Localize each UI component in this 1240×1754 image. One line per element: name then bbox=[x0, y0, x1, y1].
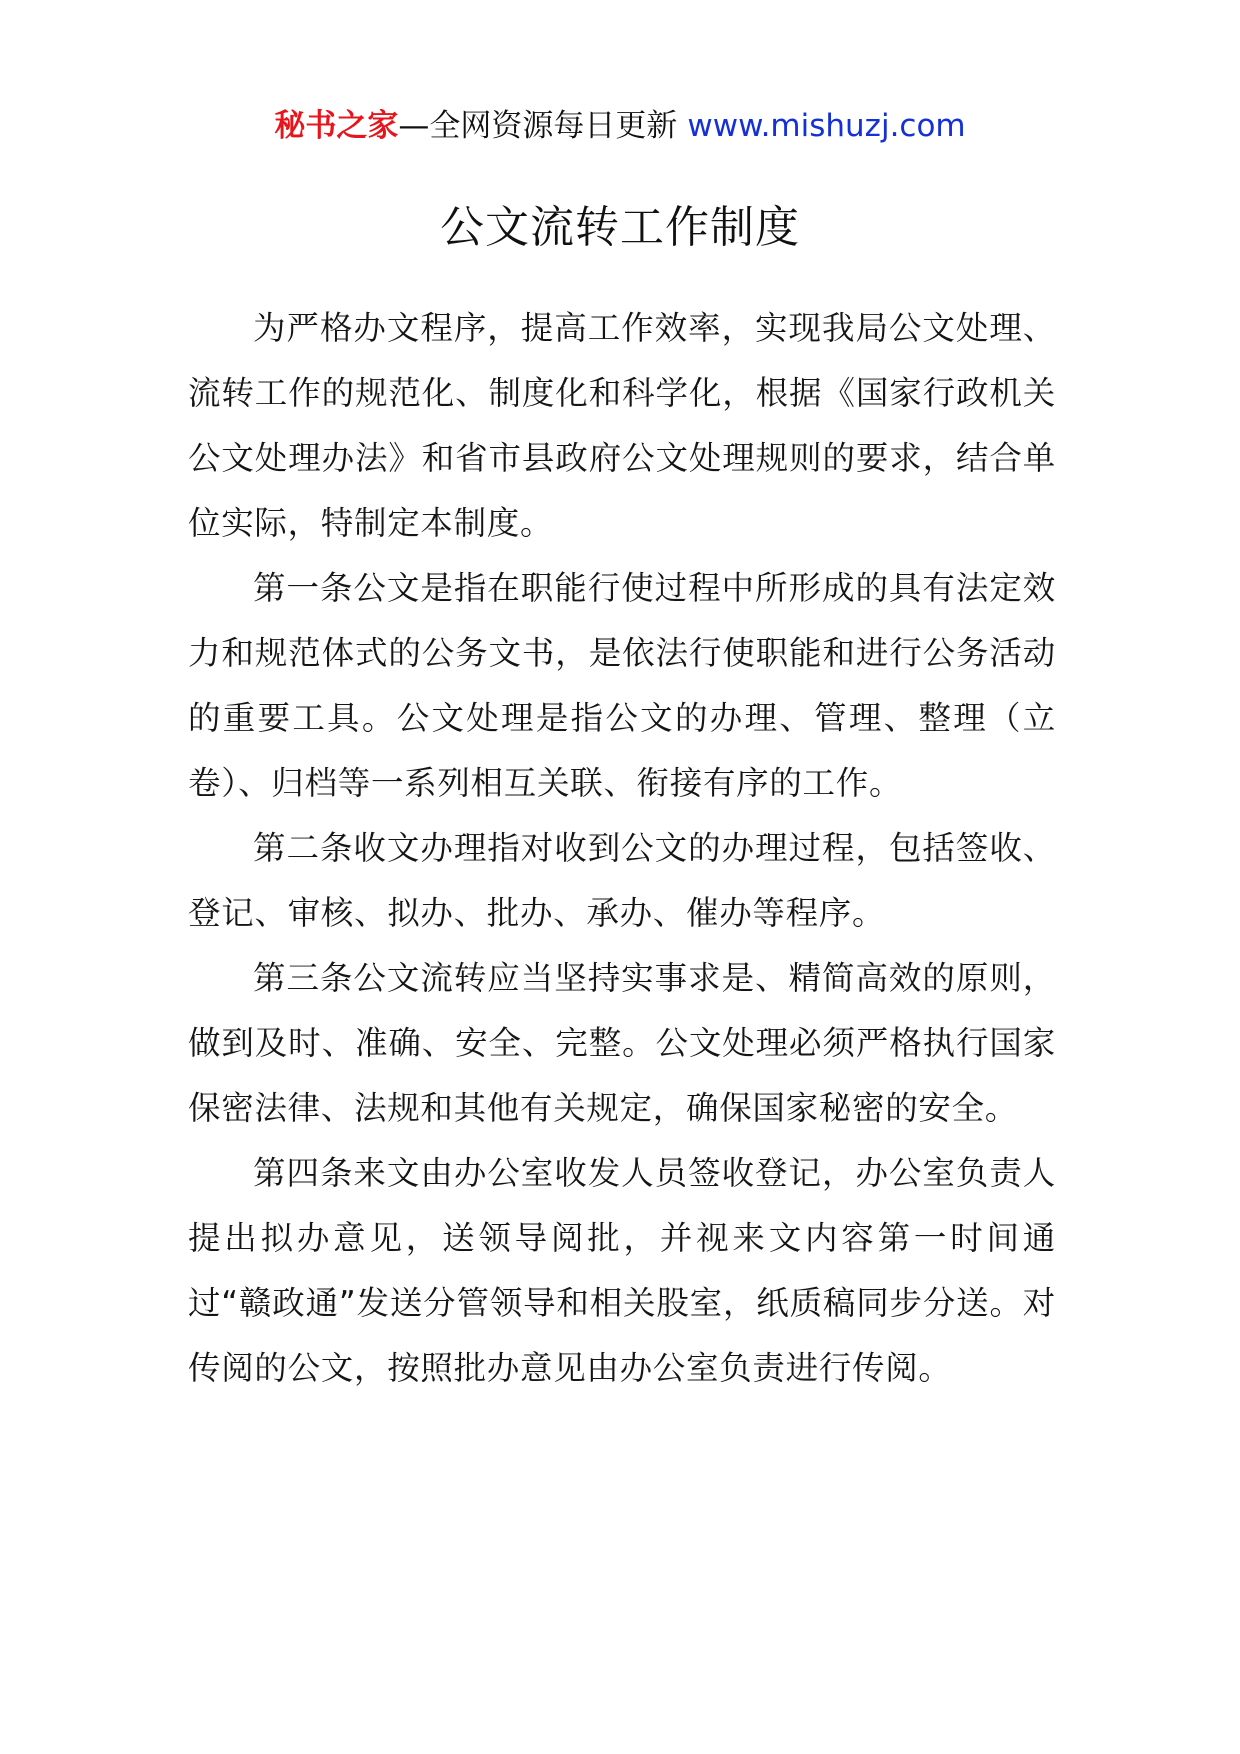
site-url-link[interactable]: www.mishuzj.com bbox=[687, 108, 966, 144]
document-body bbox=[188, 296, 1056, 1401]
paragraph-article-4: 第四条来文由办公室收发人员签收登记，办公室负责人提出拟办意见，送领导阅批，并视来文内容第一时间通过“赣政通”发送分管领导和相关股室，纸质稿同步分送。对传阅的公文，按照批办意见由办公室负责进行传阅。 bbox=[188, 1154, 1056, 1387]
paragraph-intro: 为严格办文程序，提高工作效率，实现我局公文处理、流转工作的规范化、制度化和科学化，根据《国家行政机关公文处理办法》和省市县政府公文处理规则的要求，结合单位实际，特制定本制度。 bbox=[188, 309, 1056, 542]
paragraph-article-2: 第二条收文办理指对收到公文的办理过程，包括签收、登记、审核、拟办、批办、承办、催办等程序。 bbox=[188, 829, 1056, 932]
document-title: 公文流转工作制度 bbox=[440, 202, 800, 253]
brand-name: 秘书之家 bbox=[274, 108, 399, 144]
site-header bbox=[0, 104, 1240, 148]
paragraph-article-1: 第一条公文是指在职能行使过程中所形成的具有法定效力和规范体式的公务文书，是依法行使职能和进行公务活动的重要工具。公文处理是指公文的办理、管理、整理（立卷）、归档等一系列相互关联、衔接有序的工作。 bbox=[188, 569, 1056, 802]
paragraph-article-3: 第三条公文流转应当坚持实事求是、精简高效的原则，做到及时、准确、安全、完整。公文处理必须严格执行国家保密法律、法规和其他有关规定，确保国家秘密的安全。 bbox=[188, 959, 1056, 1127]
header-tagline: —全网资源每日更新 bbox=[398, 108, 678, 144]
